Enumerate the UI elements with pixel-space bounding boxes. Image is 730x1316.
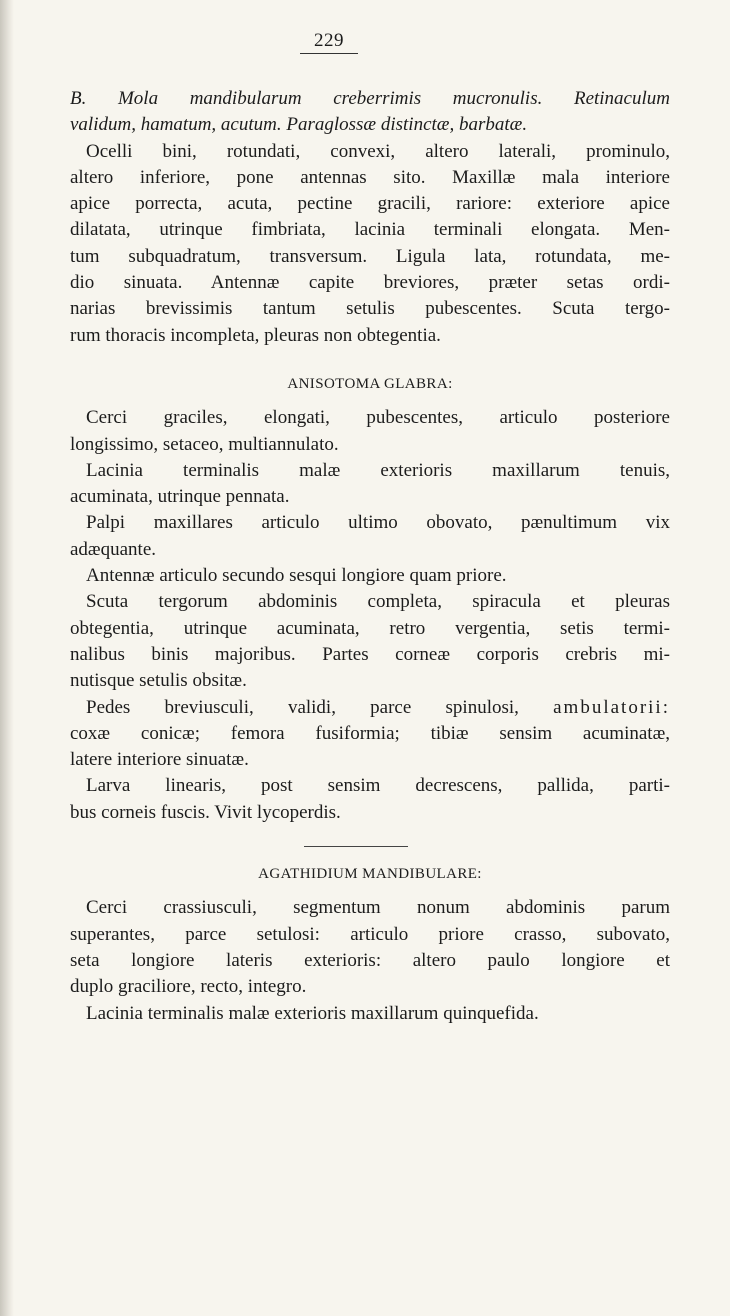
- text-line: apice porrecta, acuta, pectine gracili, rariore: exteriore apice: [70, 193, 670, 215]
- spaced-word: ambulatorii:: [553, 696, 670, 718]
- text-line: longissimo, setaceo, multiannulato.: [70, 433, 339, 455]
- text-line: tum subquadratum, transversum. Ligula lata, rotundata, me-: [70, 245, 670, 267]
- text-line: altero inferiore, pone antennas sito. Maxillæ mala interiore: [70, 166, 670, 188]
- text-line: Palpi maxillares articulo ultimo obovato, pænultimum vix: [86, 512, 670, 534]
- text-line: Scuta tergorum abdominis completa, spiracula et pleuras: [86, 591, 670, 613]
- text-line: Cerci crassiusculi, segmentum nonum abdominis parum: [86, 897, 670, 919]
- text-line: acuminata, utrinque pennata.: [70, 486, 290, 508]
- text-line: seta longiore lateris exterioris: altero paulo longiore et: [70, 949, 670, 971]
- text-line: dio sinuata. Antennæ capite breviores, præter setas ordi-: [70, 272, 670, 294]
- text-line: Lacinia terminalis malæ exterioris maxillarum quinquefida.: [86, 1002, 539, 1024]
- page-spine-shadow: [0, 0, 14, 1316]
- section-divider: [304, 846, 408, 847]
- text-line: latere interiore sinuatæ.: [70, 749, 249, 771]
- text-line: B. Mola mandibularum creberrimis mucronulis. Retinaculum: [70, 88, 670, 109]
- text-line: superantes, parce setulosi: articulo priore crasso, subovato,: [70, 923, 670, 945]
- text-line: Cerci graciles, elongati, pubescentes, articulo posteriore: [86, 407, 670, 429]
- text-line: adæquante.: [70, 538, 157, 560]
- text-line: nutisque setulis obsitæ.: [70, 670, 247, 692]
- text-line: rum thoracis incompleta, pleuras non obtegentia.: [70, 324, 441, 346]
- text-line: [70, 695, 670, 721]
- text-line: Larva linearis, post sensim decrescens, pallida, parti-: [86, 775, 670, 797]
- text-line: narias brevissimis tantum setulis pubescentes. Scuta tergo-: [70, 298, 670, 320]
- section-heading-anisotoma: ANISOTOMA GLABRA:: [287, 375, 453, 392]
- text-line: duplo graciliore, recto, integro.: [70, 976, 307, 998]
- text-line: coxæ conicæ; femora fusiformia; tibiæ sensim acuminatæ,: [70, 722, 670, 744]
- text-line: nalibus binis majoribus. Partes corneæ corporis crebris mi-: [70, 643, 670, 665]
- text-line: Antennæ articulo secundo sesqui longiore quam priore.: [86, 565, 507, 587]
- page-number: 229: [300, 30, 358, 54]
- page-text: [70, 86, 670, 1027]
- text-fragment: Pedes breviusculi, validi, parce spinulosi,: [86, 696, 519, 718]
- text-line: obtegentia, utrinque acuminata, retro vergentia, setis termi-: [70, 617, 670, 639]
- text-line: Lacinia terminalis malæ exterioris maxillarum tenuis,: [86, 459, 670, 481]
- text-line: bus corneis fuscis. Vivit lycoperdis.: [70, 801, 341, 823]
- text-line: Ocelli bini, rotundati, convexi, altero laterali, prominulo,: [86, 140, 670, 162]
- text-line: dilatata, utrinque fimbriata, lacinia terminali elongata. Men-: [70, 219, 670, 241]
- section-heading-agathidium: AGATHIDIUM MANDIBULARE:: [258, 866, 482, 883]
- text-line: validum, hamatum, acutum. Paraglossæ distinctæ, barbatæ.: [70, 114, 528, 136]
